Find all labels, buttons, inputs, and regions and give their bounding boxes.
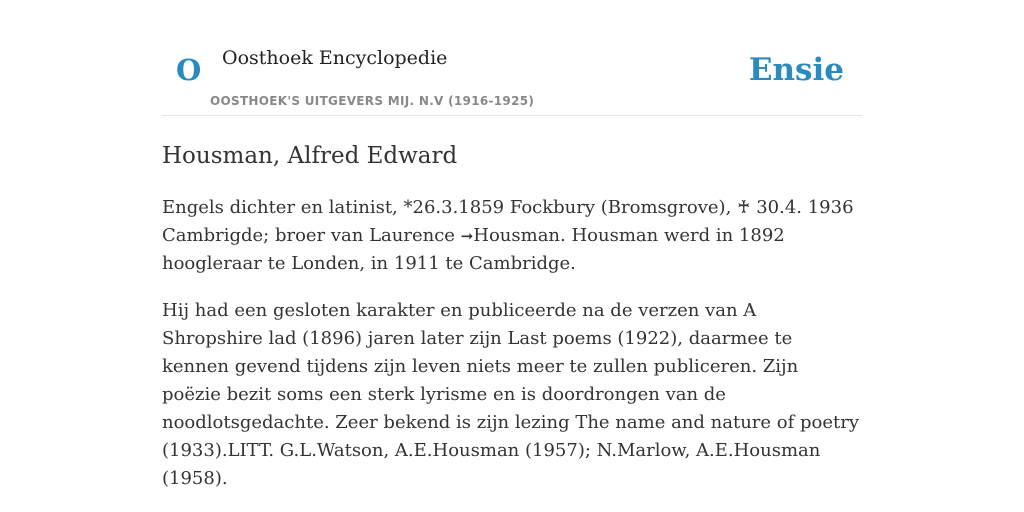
paragraph-1-text-end: . Housman werd in 1892 hoogleraar te Londen, in 1911 te Cambridge. (162, 225, 785, 274)
xref-arrow-icon: ➞ (460, 227, 474, 245)
paragraph-1-text: Engels dichter en latinist, *26.3.1859 Fockbury (Bromsgrove), ♰ 30.4. 1936 Cambrigde; broer van Laurence (162, 197, 854, 246)
article-title: Housman, Alfred Edward (162, 143, 458, 169)
publisher-label: OOSTHOEK'S UITGEVERS MIJ. N.V (1916-1925) (210, 94, 535, 108)
xref-housman-link[interactable] (461, 225, 560, 246)
source-header (162, 0, 862, 116)
xref-housman-label: Housman (473, 225, 561, 246)
page (162, 0, 862, 512)
source-logo[interactable]: O (176, 53, 202, 87)
ensie-logo-link[interactable]: Ensie (748, 52, 844, 88)
article-paragraph-2: Hij had een gesloten karakter en publiceerde na de verzen van A Shropshire lad (1896) jaren later zijn Last poems (1922), daarmee te kennen gevend tijdens zijn leven niets meer te zullen publiceren. Zijn poëzie bezit soms een sterk lyrisme en is doordrongen van de noodlotsgedachte. Zeer bekend is zijn lezing The name and nature of poetry (1933).LITT. G.L.Watson, A.E.Housman (1957); N.Marlow, A.E.Housman (1958). (162, 300, 860, 489)
article-paragraph-1 (162, 194, 862, 278)
source-title[interactable]: Oosthoek Encyclopedie (222, 47, 448, 69)
